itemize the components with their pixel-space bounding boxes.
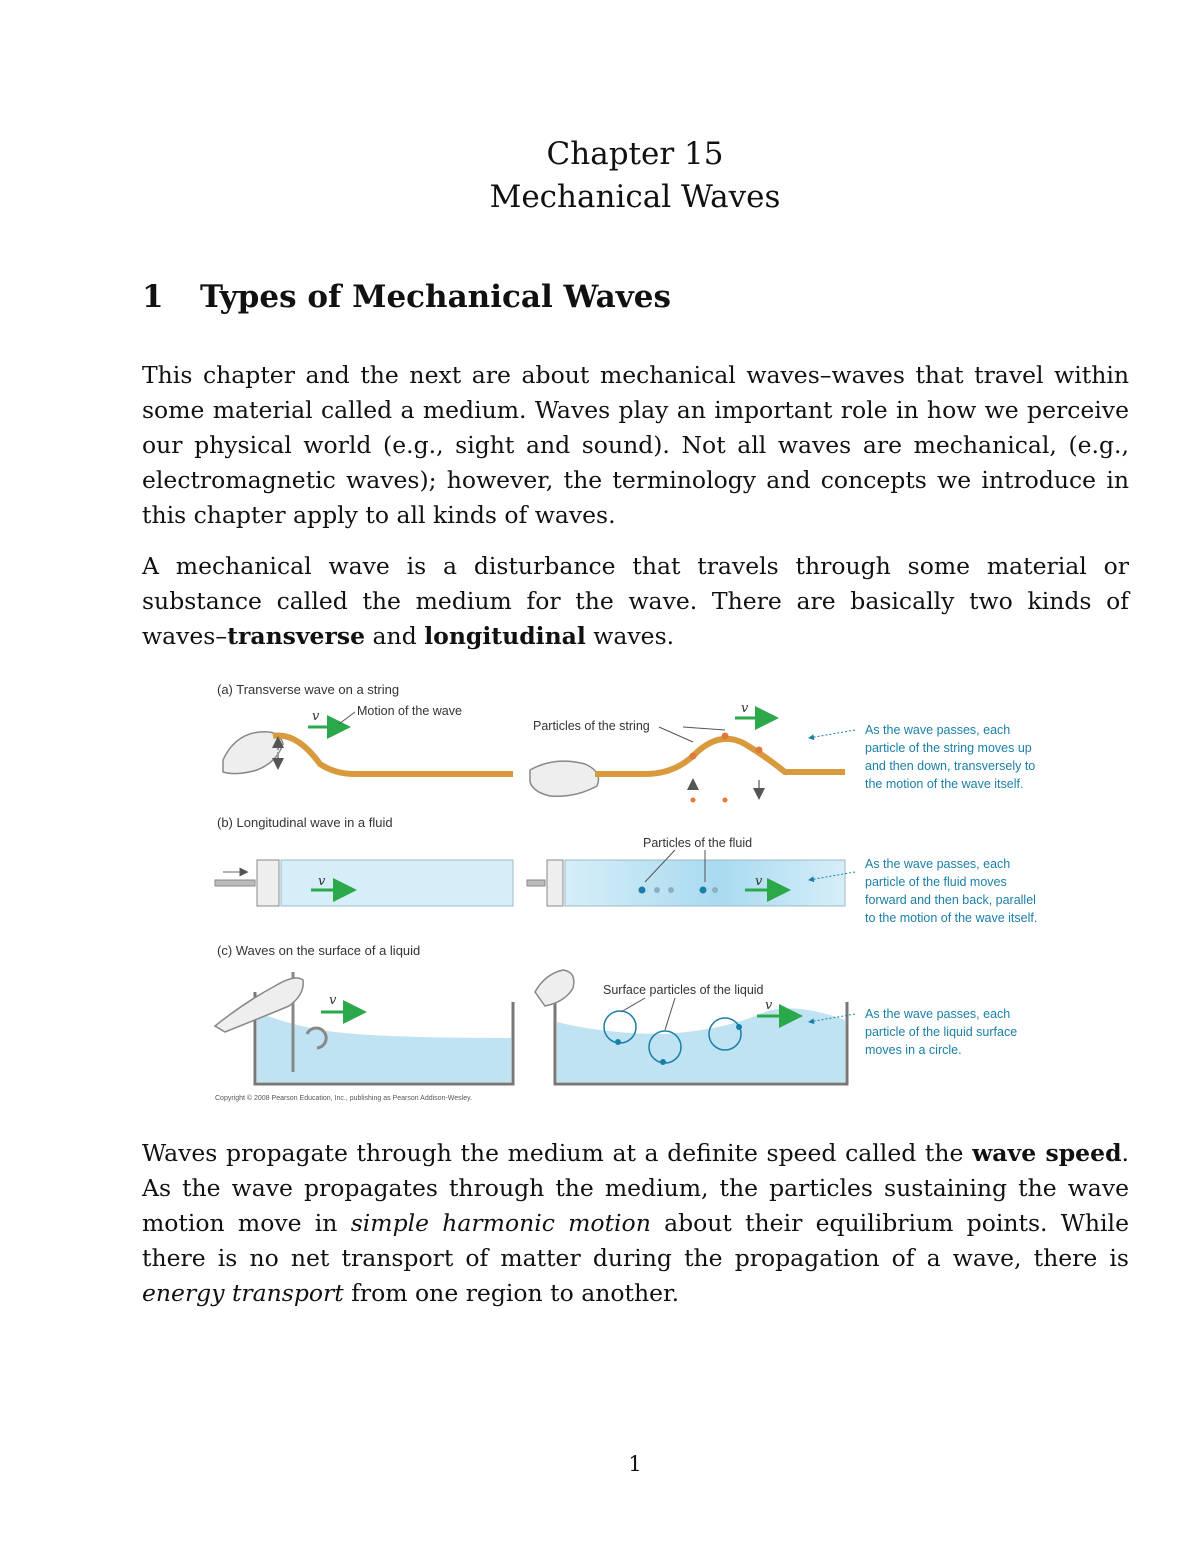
velocity-label: v xyxy=(312,709,320,724)
term-longitudinal: longitudinal xyxy=(424,622,586,650)
wave-types-figure xyxy=(205,672,1065,1112)
term-energy-transport: energy transport xyxy=(142,1279,344,1307)
section-title: Types of Mechanical Waves xyxy=(200,279,671,315)
velocity-label: v xyxy=(329,993,337,1008)
text-span: waves. xyxy=(585,622,675,650)
paragraph-intro: This chapter and the next are about mechanical waves–waves that travel within some material called a medium. Waves play an important role in how we perceive our physical world (e.g., sight and sound). Not all waves are mechanical, (e.g., electromagnetic waves); however, the terminology and concepts we introduce in this chapter apply to all kinds of waves. xyxy=(142,361,1129,529)
text-span: from one region to another. xyxy=(343,1279,680,1307)
chapter-number: Chapter 15 xyxy=(546,136,724,172)
string-a-right xyxy=(595,739,845,774)
term-shm: simple harmonic motion xyxy=(350,1209,651,1237)
chapter-title: Mechanical Waves xyxy=(489,179,781,215)
text-span: A mechanical wave is a disturbance that travels through some material or substance called the medium for the wave. There are basically two kinds of waves– xyxy=(142,552,1129,650)
velocity-label: v xyxy=(318,874,326,889)
paragraph-wave-kinds xyxy=(142,549,1129,654)
particles-string-label: Particles of the string xyxy=(533,719,650,733)
text-span: . As the wave propagates through the medium, the particles sustaining the wave motion move in xyxy=(142,1139,1129,1237)
figure-a-label: (a) Transverse wave on a string xyxy=(217,682,400,697)
figure-c-label: (c) Waves on the surface of a liquid xyxy=(217,943,421,958)
motion-of-wave-label: Motion of the wave xyxy=(357,704,462,718)
section-number: 1 xyxy=(142,279,164,315)
section-heading xyxy=(142,279,671,315)
string-a-left xyxy=(273,736,513,774)
velocity-label: v xyxy=(755,874,763,889)
particles-fluid-label: Particles of the fluid xyxy=(643,836,753,850)
text-span: Waves propagate through the medium at a definite speed called the xyxy=(142,1139,973,1167)
velocity-label: v xyxy=(741,701,749,716)
surface-particles-label: Surface particles of the liquid xyxy=(603,983,764,997)
figure-copyright: Copyright © 2008 Pearson Education, Inc., publishing as Pearson Addison-Wesley. xyxy=(215,1095,473,1102)
text-span: and xyxy=(365,622,425,650)
page-number: 1 xyxy=(628,1452,642,1476)
term-transverse: transverse xyxy=(227,622,366,650)
velocity-label: v xyxy=(765,998,773,1013)
paragraph-wave-speed xyxy=(142,1136,1129,1311)
figure-b-label: (b) Longitudinal wave in a fluid xyxy=(217,815,393,830)
hand-icon xyxy=(535,970,574,1006)
term-wave-speed: wave speed xyxy=(972,1139,1122,1167)
note-a: As the wave passes, each particle of the string moves up and then down, transversely to the motion of the wave itself. xyxy=(865,723,1036,791)
text-span: about their equilibrium points. While there is no net transport of matter during the propagation of a wave, there is xyxy=(142,1209,1129,1272)
hand-icon xyxy=(530,761,599,796)
note-b: As the wave passes, each particle of the fluid moves forward and then back, parallel to the motion of the wave itself. xyxy=(865,857,1038,925)
note-c: As the wave passes, each particle of the liquid surface moves in a circle. xyxy=(865,1007,1018,1057)
